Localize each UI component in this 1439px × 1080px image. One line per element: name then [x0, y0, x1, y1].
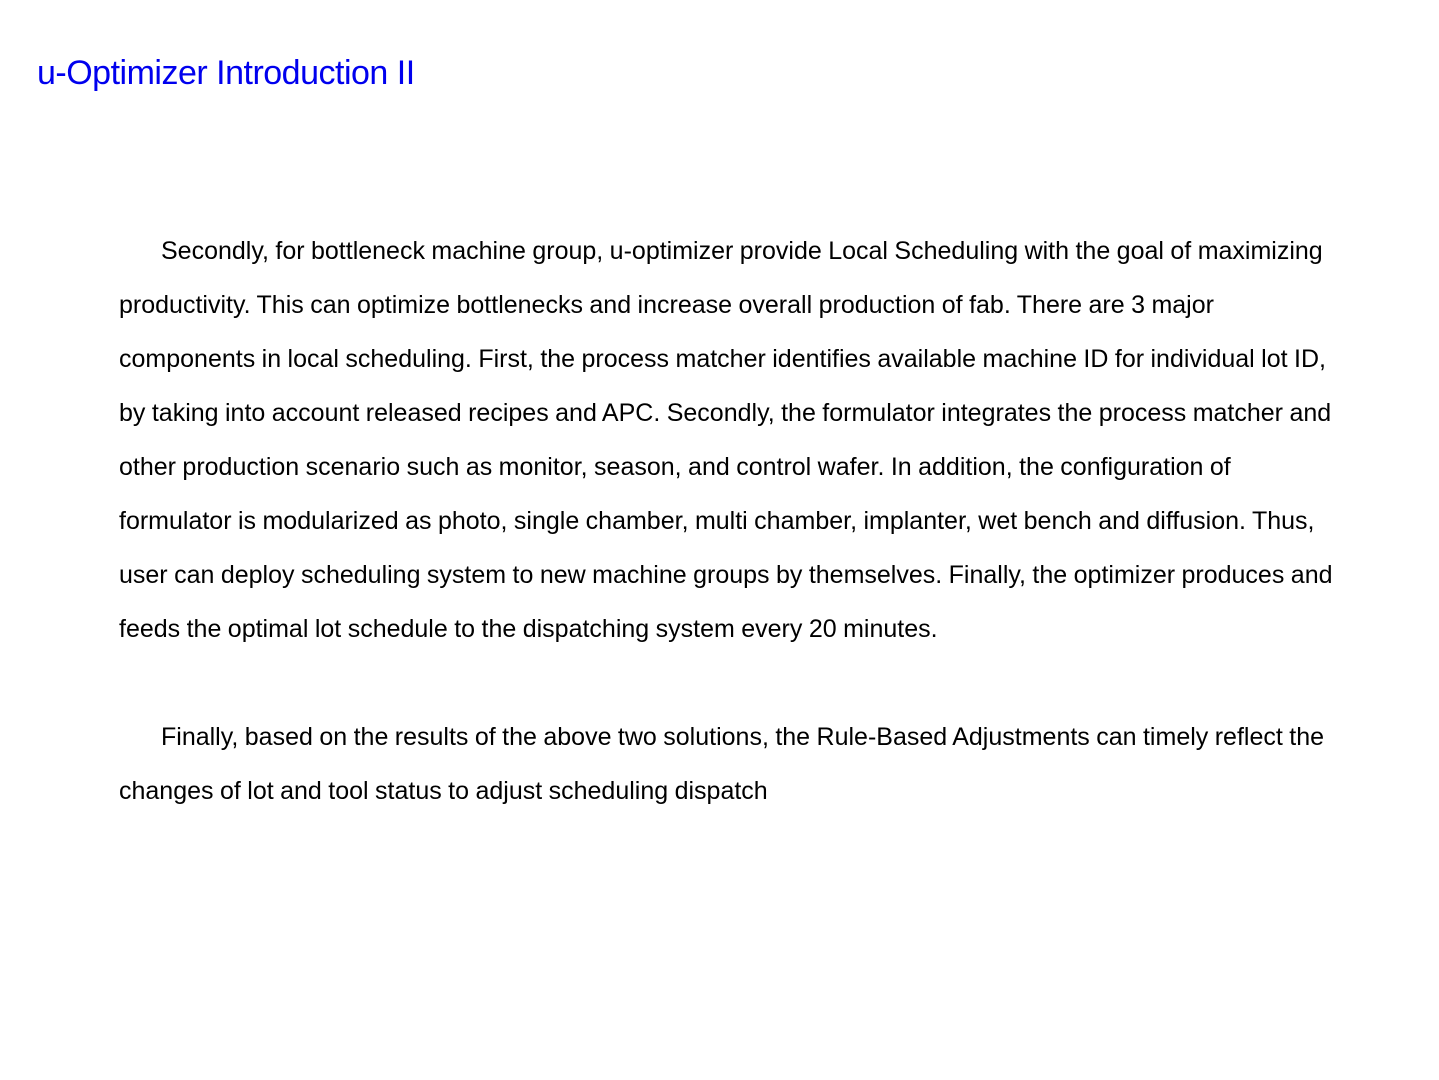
- slide-body: [119, 224, 1349, 818]
- body-paragraph-local-scheduling: Secondly, for bottleneck machine group, u-optimizer provide Local Scheduling with the goal of maximizing productivity. This can optimize bottlenecks and increase overall production of fab. There are 3 major components in local scheduling. First, the process matcher identifies available machine ID for individual lot ID, by taking into account released recipes and APC. Secondly, the formulator integrates the process matcher and other production scenario such as monitor, season, and control wafer. In addition, the configuration of formulator is modularized as photo, single chamber, multi chamber, implanter, wet bench and diffusion. Thus, user can deploy scheduling system to new machine groups by themselves. Finally, the optimizer produces and feeds the optimal lot schedule to the dispatching system every 20 minutes.: [119, 237, 1333, 643]
- slide-title: u-Optimizer Introduction II: [37, 54, 415, 92]
- body-paragraph-rule-based-adjustments: Finally, based on the results of the above two solutions, the Rule-Based Adjustments can timely reflect the changes of lot and tool status to adjust scheduling dispatch: [119, 723, 1324, 805]
